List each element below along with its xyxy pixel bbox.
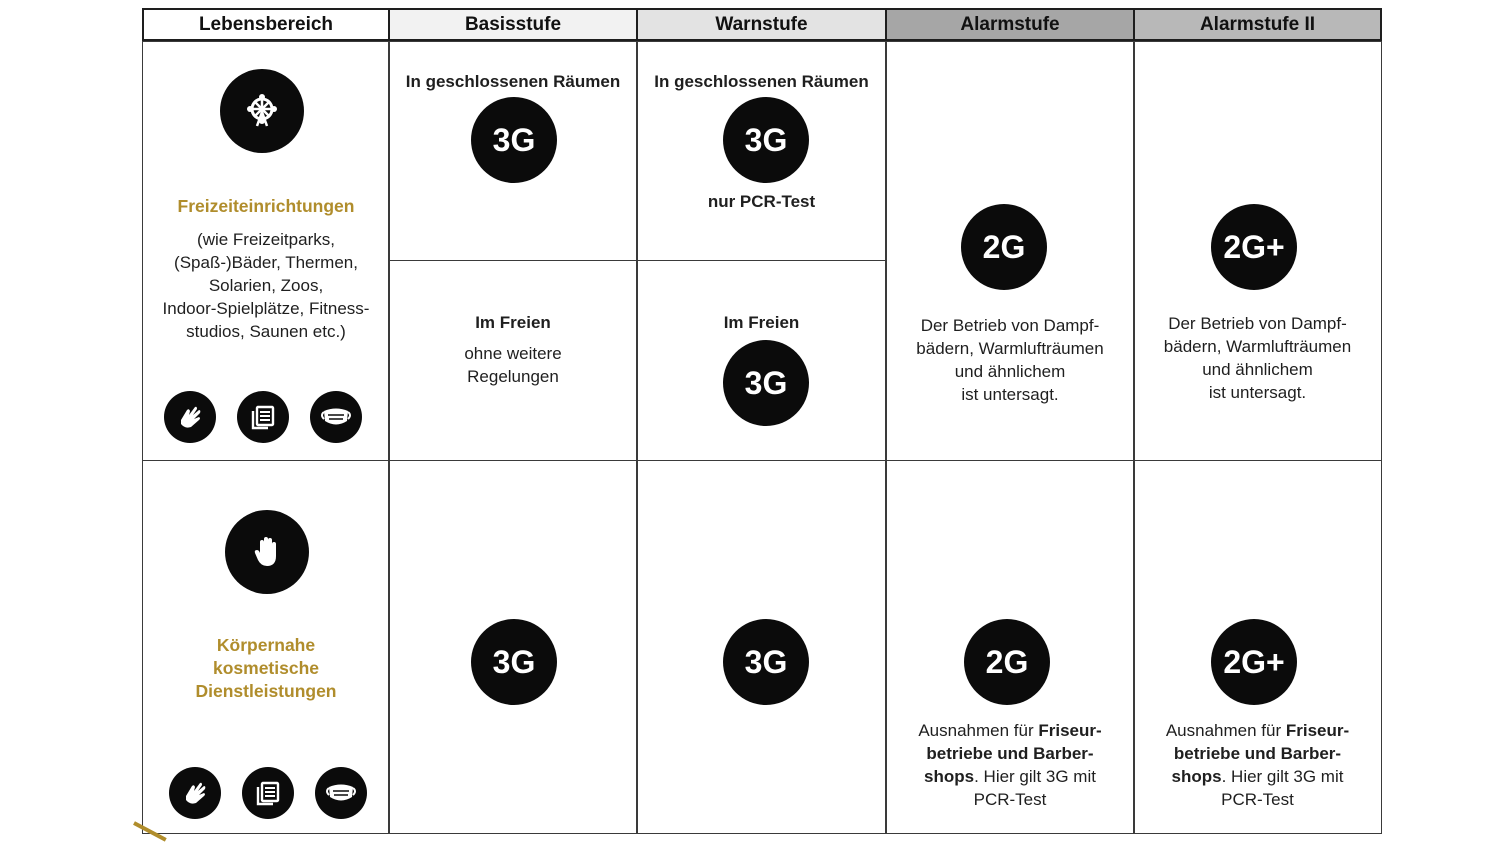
hand-wash-icon: [169, 767, 221, 819]
hand-wash-icon: [164, 391, 216, 443]
stop-hand-icon: [225, 510, 309, 594]
face-mask-icon: [310, 391, 362, 443]
warn-indoor-label: In geschlossenen Räumen: [654, 72, 869, 91]
row1-alarm2-cell: [1133, 41, 1382, 461]
basis-outdoor-label: Im Freien: [475, 313, 551, 332]
row1-category-cell: [142, 41, 390, 461]
row1-alarm-cell: [885, 41, 1135, 461]
ferris-wheel-icon: [220, 69, 304, 153]
row2-category-cell: [142, 460, 390, 834]
document-list-icon: [237, 391, 289, 443]
row1-warn-indoor-cell: [636, 41, 887, 261]
alarm2-row2-badge: 2G+: [1211, 619, 1297, 705]
row1-title: Freizeiteinrichtungen: [177, 196, 355, 216]
row2-alarm2-cell: [1133, 460, 1382, 834]
alarm-row2-note: Ausnahmen für Friseur- betriebe und Barber- shops. Hier gilt 3G mit PCR-Test: [918, 721, 1102, 809]
row2-basis-cell: [388, 460, 638, 834]
rules-table: [142, 8, 1382, 834]
header-alarmstufe: Alarmstufe: [885, 8, 1135, 41]
header-basisstufe: Basisstufe: [388, 8, 638, 41]
header-lebensbereich: Lebensbereich: [142, 8, 390, 41]
row2-title: Körpernahe kosmetische Dienstleistungen: [195, 635, 337, 701]
warn-indoor-note: nur PCR-Test: [707, 192, 816, 211]
alarm-row1-note: Der Betrieb von Dampf- bädern, Warmlufträumen und ähnlichem ist untersagt.: [916, 316, 1104, 404]
alarm2-row1-note: Der Betrieb von Dampf- bädern, Warmlufträumen und ähnlichem ist untersagt.: [1163, 314, 1352, 402]
warn-outdoor-label: Im Freien: [723, 313, 800, 332]
row2-alarm-cell: [885, 460, 1135, 834]
row1-description: (wie Freizeitparks, (Spaß-)Bäder, Thermen, Solarien, Zoos, Indoor-Spielplätze, Fitness- studios, Saunen etc.): [162, 230, 370, 341]
warn-indoor-badge: 3G: [723, 97, 809, 183]
row1-basis-indoor-cell: [388, 41, 638, 261]
document-list-icon: [242, 767, 294, 819]
basis-indoor-label: In geschlossenen Räumen: [405, 72, 621, 91]
alarm-row2-badge: 2G: [964, 619, 1050, 705]
row1-basis-outdoor-cell: [388, 260, 638, 461]
basis-outdoor-note: ohne weitere Regelungen: [464, 344, 562, 386]
warn-row2-badge: 3G: [723, 619, 809, 705]
face-mask-icon: [315, 767, 367, 819]
alarm2-row1-badge: 2G+: [1211, 204, 1297, 290]
alarm2-row2-note: Ausnahmen für Friseur- betriebe und Barber- shops. Hier gilt 3G mit PCR-Test: [1165, 721, 1350, 809]
header-warnstufe: Warnstufe: [636, 8, 887, 41]
row1-warn-outdoor-cell: [636, 260, 887, 461]
basis-indoor-badge: 3G: [471, 97, 557, 183]
alarm-row1-badge: 2G: [961, 204, 1047, 290]
header-alarmstufe-2: Alarmstufe II: [1133, 8, 1382, 41]
basis-row2-badge: 3G: [471, 619, 557, 705]
row2-warn-cell: [636, 460, 887, 834]
warn-outdoor-badge: 3G: [723, 340, 809, 426]
